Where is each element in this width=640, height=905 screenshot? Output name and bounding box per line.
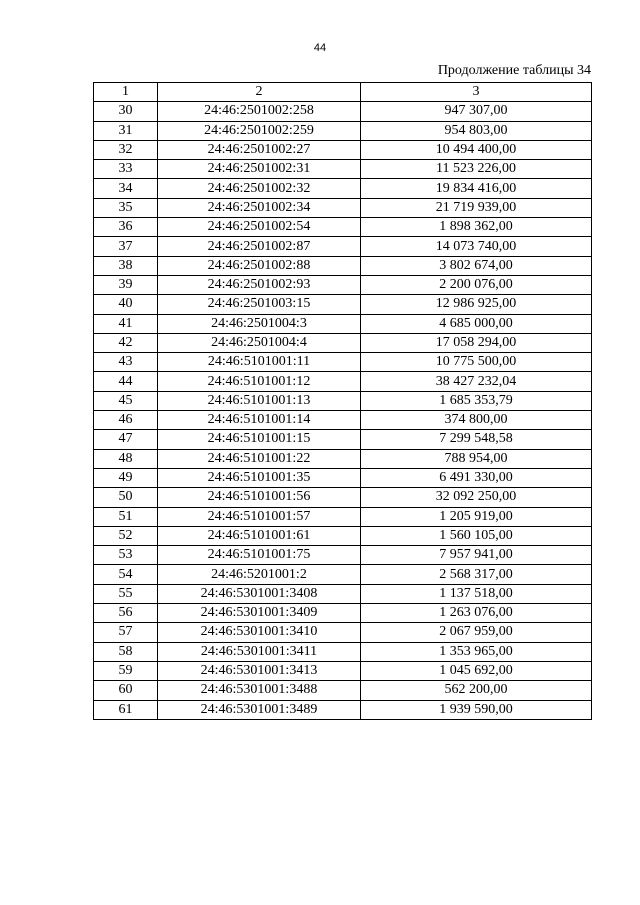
data-table <box>93 82 592 720</box>
row-number-cell: 59 <box>94 661 158 680</box>
table-row <box>94 102 592 121</box>
cadastral-number-cell: 24:46:2501002:87 <box>158 237 361 256</box>
row-number-cell: 40 <box>94 295 158 314</box>
table-row <box>94 661 592 680</box>
cadastral-number-cell: 24:46:2501002:259 <box>158 121 361 140</box>
table-body <box>94 83 592 720</box>
value-cell: 10 775 500,00 <box>361 353 592 372</box>
row-number-cell: 50 <box>94 488 158 507</box>
row-number-cell: 47 <box>94 430 158 449</box>
row-number-cell: 52 <box>94 526 158 545</box>
cadastral-number-cell: 24:46:5101001:61 <box>158 526 361 545</box>
cadastral-number-cell: 24:46:5301001:3489 <box>158 700 361 719</box>
value-cell: 19 834 416,00 <box>361 179 592 198</box>
value-cell: 10 494 400,00 <box>361 140 592 159</box>
table-row <box>94 218 592 237</box>
cadastral-number-cell: 24:46:5301001:3409 <box>158 604 361 623</box>
table-row <box>94 237 592 256</box>
table-row <box>94 353 592 372</box>
cadastral-number-cell: 24:46:5101001:12 <box>158 372 361 391</box>
cadastral-number-cell: 24:46:5101001:11 <box>158 353 361 372</box>
value-cell: 7 299 548,58 <box>361 430 592 449</box>
cadastral-number-cell: 24:46:5101001:35 <box>158 468 361 487</box>
table-row <box>94 642 592 661</box>
table-row <box>94 604 592 623</box>
table-row <box>94 468 592 487</box>
row-number-cell: 32 <box>94 140 158 159</box>
cadastral-number-cell: 24:46:5101001:56 <box>158 488 361 507</box>
table-row <box>94 488 592 507</box>
value-cell: 1 045 692,00 <box>361 661 592 680</box>
table-row <box>94 275 592 294</box>
cadastral-number-cell: 24:46:5301001:3410 <box>158 623 361 642</box>
cadastral-number-cell: 24:46:5101001:13 <box>158 391 361 410</box>
table-row <box>94 391 592 410</box>
row-number-cell: 31 <box>94 121 158 140</box>
cadastral-number-cell: 24:46:2501003:15 <box>158 295 361 314</box>
table-row <box>94 372 592 391</box>
cadastral-number-cell: 24:46:5201001:2 <box>158 565 361 584</box>
cadastral-number-cell: 24:46:2501002:258 <box>158 102 361 121</box>
table-row <box>94 507 592 526</box>
value-cell: 562 200,00 <box>361 681 592 700</box>
row-number-cell: 48 <box>94 449 158 468</box>
table-row <box>94 140 592 159</box>
column-header-2: 2 <box>158 83 361 102</box>
table-caption: Продолжение таблицы 34 <box>437 63 591 78</box>
value-cell: 2 200 076,00 <box>361 275 592 294</box>
row-number-cell: 54 <box>94 565 158 584</box>
row-number-cell: 30 <box>94 102 158 121</box>
row-number-cell: 45 <box>94 391 158 410</box>
row-number-cell: 56 <box>94 604 158 623</box>
table-row <box>94 411 592 430</box>
value-cell: 1 263 076,00 <box>361 604 592 623</box>
cadastral-number-cell: 24:46:2501002:54 <box>158 218 361 237</box>
value-cell: 374 800,00 <box>361 411 592 430</box>
table-row <box>94 314 592 333</box>
row-number-cell: 44 <box>94 372 158 391</box>
table-row <box>94 121 592 140</box>
value-cell: 6 491 330,00 <box>361 468 592 487</box>
value-cell: 1 353 965,00 <box>361 642 592 661</box>
value-cell: 788 954,00 <box>361 449 592 468</box>
row-number-cell: 57 <box>94 623 158 642</box>
cadastral-number-cell: 24:46:5101001:15 <box>158 430 361 449</box>
table-row <box>94 179 592 198</box>
value-cell: 21 719 939,00 <box>361 198 592 217</box>
value-cell: 14 073 740,00 <box>361 237 592 256</box>
row-number-cell: 55 <box>94 584 158 603</box>
row-number-cell: 34 <box>94 179 158 198</box>
table-row <box>94 700 592 719</box>
row-number-cell: 37 <box>94 237 158 256</box>
table-row <box>94 681 592 700</box>
value-cell: 17 058 294,00 <box>361 333 592 352</box>
table-row <box>94 430 592 449</box>
table-row <box>94 256 592 275</box>
row-number-cell: 46 <box>94 411 158 430</box>
value-cell: 2 067 959,00 <box>361 623 592 642</box>
table-row <box>94 295 592 314</box>
value-cell: 1 898 362,00 <box>361 218 592 237</box>
cadastral-number-cell: 24:46:2501002:32 <box>158 179 361 198</box>
table-row <box>94 160 592 179</box>
value-cell: 32 092 250,00 <box>361 488 592 507</box>
value-cell: 11 523 226,00 <box>361 160 592 179</box>
table-row <box>94 584 592 603</box>
column-header-1: 1 <box>94 83 158 102</box>
page-number: 44 <box>313 42 327 54</box>
table-header-row <box>94 83 592 102</box>
cadastral-number-cell: 24:46:5101001:75 <box>158 546 361 565</box>
row-number-cell: 60 <box>94 681 158 700</box>
cadastral-number-cell: 24:46:2501002:93 <box>158 275 361 294</box>
cadastral-number-cell: 24:46:5301001:3413 <box>158 661 361 680</box>
row-number-cell: 36 <box>94 218 158 237</box>
cadastral-number-cell: 24:46:5101001:14 <box>158 411 361 430</box>
cadastral-number-cell: 24:46:2501002:31 <box>158 160 361 179</box>
value-cell: 12 986 925,00 <box>361 295 592 314</box>
value-cell: 1 137 518,00 <box>361 584 592 603</box>
row-number-cell: 49 <box>94 468 158 487</box>
cadastral-number-cell: 24:46:5301001:3411 <box>158 642 361 661</box>
row-number-cell: 35 <box>94 198 158 217</box>
table-row <box>94 333 592 352</box>
value-cell: 4 685 000,00 <box>361 314 592 333</box>
table-row <box>94 565 592 584</box>
value-cell: 7 957 941,00 <box>361 546 592 565</box>
cadastral-number-cell: 24:46:2501004:4 <box>158 333 361 352</box>
cadastral-number-cell: 24:46:2501002:34 <box>158 198 361 217</box>
cadastral-number-cell: 24:46:5101001:22 <box>158 449 361 468</box>
value-cell: 1 939 590,00 <box>361 700 592 719</box>
cadastral-number-cell: 24:46:2501002:88 <box>158 256 361 275</box>
cadastral-number-cell: 24:46:5301001:3488 <box>158 681 361 700</box>
cadastral-number-cell: 24:46:2501004:3 <box>158 314 361 333</box>
value-cell: 1 205 919,00 <box>361 507 592 526</box>
cadastral-number-cell: 24:46:5101001:57 <box>158 507 361 526</box>
row-number-cell: 51 <box>94 507 158 526</box>
table-row <box>94 198 592 217</box>
table-row <box>94 546 592 565</box>
cadastral-number-cell: 24:46:5301001:3408 <box>158 584 361 603</box>
row-number-cell: 42 <box>94 333 158 352</box>
row-number-cell: 61 <box>94 700 158 719</box>
table-row <box>94 526 592 545</box>
row-number-cell: 58 <box>94 642 158 661</box>
value-cell: 2 568 317,00 <box>361 565 592 584</box>
table-row <box>94 623 592 642</box>
row-number-cell: 38 <box>94 256 158 275</box>
value-cell: 947 307,00 <box>361 102 592 121</box>
row-number-cell: 43 <box>94 353 158 372</box>
cadastral-number-cell: 24:46:2501002:27 <box>158 140 361 159</box>
row-number-cell: 53 <box>94 546 158 565</box>
row-number-cell: 39 <box>94 275 158 294</box>
row-number-cell: 33 <box>94 160 158 179</box>
value-cell: 38 427 232,04 <box>361 372 592 391</box>
value-cell: 1 685 353,79 <box>361 391 592 410</box>
value-cell: 3 802 674,00 <box>361 256 592 275</box>
table-row <box>94 449 592 468</box>
row-number-cell: 41 <box>94 314 158 333</box>
column-header-3: 3 <box>361 83 592 102</box>
value-cell: 1 560 105,00 <box>361 526 592 545</box>
value-cell: 954 803,00 <box>361 121 592 140</box>
